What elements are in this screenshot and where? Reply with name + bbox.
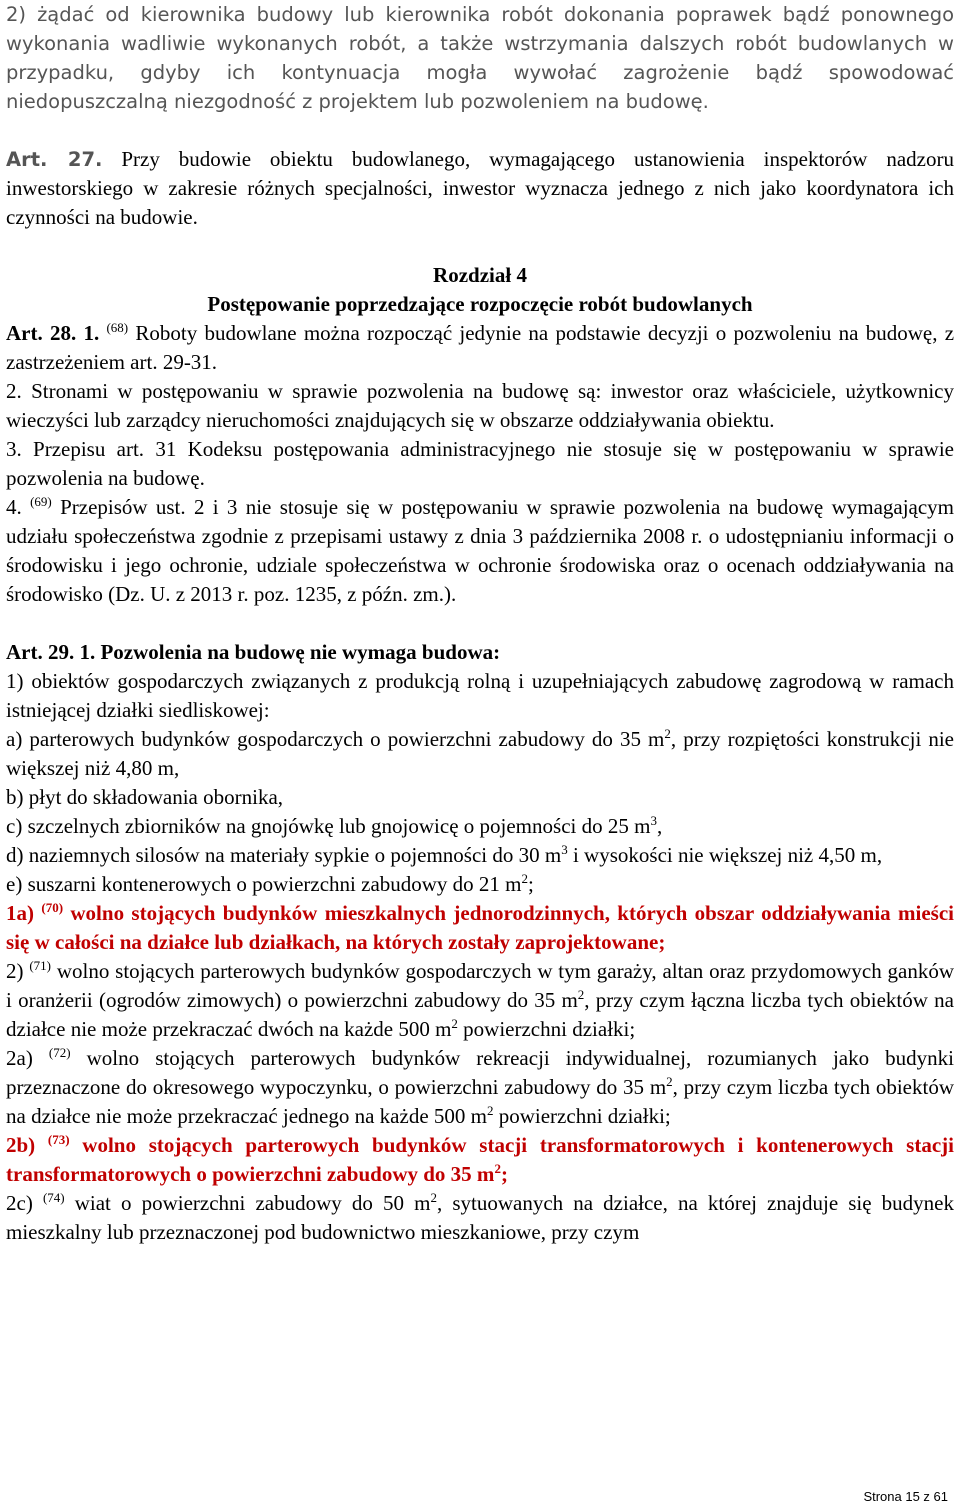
superscript: 2 — [521, 871, 529, 886]
item-text: a) parterowych budynków gospodarczych o powierzchni zabudowy do 35 m — [6, 727, 665, 751]
item-text: d) naziemnych silosów na materiały sypkie o pojemności do 30 m — [6, 843, 562, 867]
superscript: 3 — [650, 813, 657, 828]
item-text: , sytuowanych na działce, na której znajduje się budynek mieszkalny lub przeznaczonej pod budownictwo mieszkaniowe, przy czym — [6, 1191, 955, 1244]
paragraph-text: Przepisów ust. 2 i 3 nie stosuje się w postępowaniu w sprawie pozwolenia na budowę wymagającym udziału społeczeństwa zgodnie z przepisami ustawy z dnia 3 października 2008 r. o udostępnianiu informacji o środowisku i jego ochronie, udziale społeczeństwa w ochronie środowiska oraz o ocenach oddziaływania na środowisko (Dz. U. z 2013 r. poz. 1235, z późn. zm.). — [6, 495, 955, 606]
paragraph-item-2 — [6, 0, 954, 116]
superscript: 2 — [486, 1103, 494, 1118]
superscript: 2 — [577, 987, 585, 1002]
list-item-1a — [6, 899, 954, 957]
superscript: 2 — [494, 1161, 501, 1176]
text-line: wykonania wadliwie wykonanych robót, a także wstrzymania dalszych robót budowlanych w — [6, 32, 954, 55]
item-text: wolno stojących parterowych budynków rekreacji indywidualnej, rozumianych jako budynki przeznaczone do okresowego wypoczynku, o powierzchni zabudowy do 35 m — [6, 1046, 954, 1099]
footnote-ref: (69) — [30, 494, 52, 509]
footnote-ref: (70) — [41, 900, 64, 915]
article-text: Przy budowie obiektu budowlanego, wymagającego ustanowienia inspektorów nadzoru inwestorskiego w zakresie różnych specjalności, inwestor wyznacza jednego z nich jako koordynatora ich czynności na budowie. — [6, 147, 954, 229]
item-text: , przy rozpiętości konstrukcji nie większej niż 4,80 m, — [6, 727, 955, 780]
list-item-a — [6, 725, 954, 783]
item-text: wiat o powierzchni zabudowy do 50 m — [74, 1191, 431, 1215]
item-text: i wysokości nie większej niż 4,50 m, — [567, 843, 883, 867]
list-item-d — [6, 841, 954, 870]
item-text: , przy czym łączna liczba tych obiektów na działce nie może przekraczać dwóch na każde 500 m — [6, 988, 954, 1041]
item-number: 2) — [6, 959, 24, 983]
text-line: 2) żądać od kierownika budowy lub kierownika robót dokonania poprawek bądź ponownego — [6, 3, 954, 26]
chapter-title: Rozdział 4 — [433, 263, 527, 287]
article-label: Art. 28. 1. — [6, 321, 100, 345]
item-number: 2a) — [6, 1046, 33, 1070]
article-label: Art. 27. — [6, 148, 103, 171]
item-text: ; — [500, 1162, 508, 1186]
article-heading: Pozwolenia na budowę nie wymaga budowa: — [100, 640, 501, 664]
footnote-ref: (74) — [42, 1190, 65, 1205]
item-text: e) suszarni kontenerowych o powierzchni zabudowy do 21 m — [6, 872, 522, 896]
article-27 — [6, 145, 954, 232]
article-28-para-1 — [6, 319, 954, 377]
item-text: powierzchni działki; — [493, 1104, 671, 1128]
item-text: powierzchni działki; — [457, 1017, 636, 1041]
text-line: niedopuszczalną niezgodność z projektem lub pozwoleniem na budowę. — [6, 90, 709, 113]
article-28-para-2: 2. Stronami w postępowaniu w sprawie pozwolenia na budowę są: inwestor oraz właściciele, użytkownicy wieczyści lub zarządcy nieruchomości znajdujących się w obszarze oddziaływania obiektu. — [6, 379, 954, 432]
item-number: 1a) — [6, 901, 34, 925]
article-29-heading — [6, 638, 954, 667]
list-item-2a — [6, 1044, 954, 1131]
list-item-c — [6, 812, 954, 841]
list-item-2c — [6, 1189, 954, 1247]
item-number: 2b) — [6, 1133, 36, 1157]
item-text: , — [656, 814, 663, 838]
superscript: 3 — [561, 842, 568, 857]
footnote-ref: (68) — [106, 320, 129, 335]
superscript: 2 — [451, 1016, 458, 1031]
superscript: 2 — [664, 726, 671, 741]
list-item-e — [6, 870, 954, 899]
article-28-para-4 — [6, 493, 954, 609]
paragraph-number: 4. — [6, 495, 22, 519]
list-item-b: b) płyt do składowania obornika, — [6, 785, 284, 809]
text-line: przypadku, gdyby ich kontynuacja mogła wywołać zagrożenie bądź spowodować — [6, 61, 954, 84]
list-item-2b — [6, 1131, 954, 1189]
article-28-para-3: 3. Przepisu art. 31 Kodeksu postępowania administracyjnego nie stosuje się w postępowaniu w sprawie pozwolenia na budowę. — [6, 437, 954, 490]
paragraph-text: Roboty budowlane można rozpocząć jedynie na podstawie decyzji o pozwoleniu na budowę, z zastrzeżeniem art. 29-31. — [6, 321, 955, 374]
item-text: wolno stojących budynków mieszkalnych jednorodzinnych, których obszar oddziaływania mieści się w całości na działce lub działkach, na których zostały zaprojektowane; — [6, 901, 954, 954]
document-page — [6, 0, 954, 1247]
item-text: c) szczelnych zbiorników na gnojówkę lub gnojowicę o pojemności do 25 m — [6, 814, 651, 838]
footnote-ref: (73) — [47, 1132, 70, 1147]
superscript: 2 — [666, 1074, 673, 1089]
item-text: wolno stojących parterowych budynków gospodarczych w tym garaży, altan oraz przydomowych ganków i oranżerii (ogrodów zimowych) o powierzchni zabudowy do 35 m — [6, 959, 955, 1012]
item-text: ; — [528, 872, 534, 896]
list-item-1: 1) obiektów gospodarczych związanych z produkcją rolną i uzupełniających zabudowę zagrodową w ramach istniejącej działki siedliskowej: — [6, 669, 954, 722]
item-text: wolno stojących parterowych budynków stacji transformatorowych i kontenerowych stacji transformatorowych o powierzchni zabudowy do 35 m — [6, 1133, 954, 1186]
page-number: Strona 15 z 61 — [863, 1489, 948, 1504]
superscript: 2 — [430, 1190, 437, 1205]
chapter-subtitle: Postępowanie poprzedzające rozpoczęcie robót budowlanych — [207, 292, 753, 316]
item-number: 2c) — [6, 1191, 33, 1215]
item-text: , przy czym liczba tych obiektów na działce nie może przekraczać jednego na każde 500 m — [6, 1075, 954, 1128]
article-label: Art. 29. 1. — [6, 640, 96, 664]
list-item-2 — [6, 957, 954, 1044]
footnote-ref: (71) — [29, 958, 51, 973]
footnote-ref: (72) — [48, 1045, 71, 1060]
